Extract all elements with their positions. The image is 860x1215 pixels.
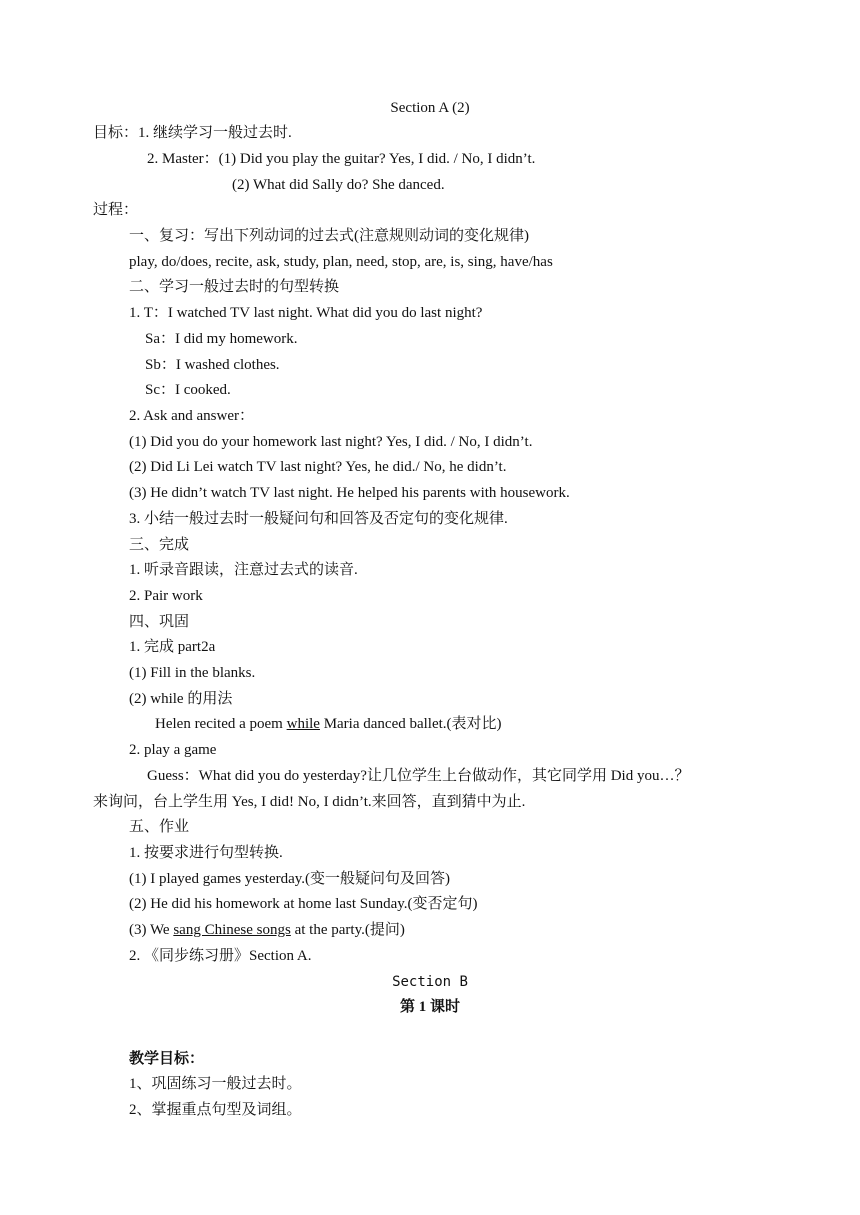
part4-sub-2: (2) while 的用法 xyxy=(129,691,233,707)
part4-item-2: 2. play a game xyxy=(129,742,217,758)
part2-title: 二、学习一般过去时的句型转换 xyxy=(129,279,340,295)
dialogue-sc: Sc：I cooked. xyxy=(145,382,231,398)
part4-item-1: 1. 完成 part2a xyxy=(129,639,216,655)
part2-item-2: 2. Ask and answer： xyxy=(129,408,254,424)
part3-item-2: 2. Pair work xyxy=(129,588,203,604)
teaching-goals-label: 教学目标： xyxy=(129,1051,205,1067)
part4-title: 四、巩固 xyxy=(129,614,190,630)
section-a-title: Section A (2) xyxy=(390,100,470,116)
homework-3-underlined: sang Chinese songs xyxy=(173,922,291,938)
goal-2b: (2) What did Sally do? She danced. xyxy=(232,177,445,193)
goal-label: 目标： xyxy=(93,125,139,141)
part2-item-1: 1. T：I watched TV last night. What did you do last night? xyxy=(129,305,483,321)
part1-title: 一、复习：写出下列动词的过去式(注意规则动词的变化规律) xyxy=(129,228,529,244)
example-text-post: Maria danced ballet.(表对比) xyxy=(319,716,502,732)
goal-1: 1. 继续学习一般过去时. xyxy=(138,125,292,141)
section-b-title: Section B xyxy=(392,974,468,990)
teaching-goal-2: 2、掌握重点句型及词组。 xyxy=(129,1102,302,1118)
homework-3-pre: (3) We xyxy=(129,922,174,938)
homework-3-post: at the party.(提问) xyxy=(290,922,405,938)
process-label: 过程： xyxy=(93,202,139,218)
dialogue-sa: Sa：I did my homework. xyxy=(145,331,298,347)
part5-item-1: 1. 按要求进行句型转换. xyxy=(129,845,283,861)
part4-sub-1: (1) Fill in the blanks. xyxy=(129,665,256,681)
part3-title: 三、完成 xyxy=(129,537,190,553)
example-text-pre: Helen recited a poem xyxy=(155,716,287,732)
part3-item-1: 1. 听录音跟读，注意过去式的读音. xyxy=(129,562,358,578)
qa-3: (3) He didn’t watch TV last night. He helped his parents with housework. xyxy=(129,485,570,501)
example-underlined-word: while xyxy=(286,716,320,732)
guess-line-1: Guess：What did you do yesterday?让几位学生上台做动作，其它同学用 Did you…？ xyxy=(147,768,690,784)
teaching-goal-1: 1、巩固练习一般过去时。 xyxy=(129,1076,302,1092)
while-example xyxy=(155,714,502,734)
part2-item-3: 3. 小结一般过去时一般疑问句和回答及否定句的变化规律. xyxy=(129,511,508,527)
goal-2: 2. Master：(1) Did you play the guitar? Yes, I did. / No, I didn’t. xyxy=(147,151,536,167)
dialogue-sb: Sb：I washed clothes. xyxy=(145,357,280,373)
part1-words: play, do/does, recite, ask, study, plan, need, stop, are, is, sing, have/has xyxy=(129,254,553,270)
homework-1: (1) I played games yesterday.(变一般疑问句及回答) xyxy=(129,871,451,887)
qa-2: (2) Did Li Lei watch TV last night? Yes, he did./ No, he didn’t. xyxy=(129,459,507,475)
qa-1: (1) Did you do your homework last night? Yes, I did. / No, I didn’t. xyxy=(129,434,533,450)
part5-item-2: 2. 《同步练习册》Section A. xyxy=(129,948,312,964)
homework-3 xyxy=(129,920,405,940)
homework-2: (2) He did his homework at home last Sunday.(变否定句) xyxy=(129,896,478,912)
guess-line-2: 来询问，台上学生用 Yes, I did! No, I didn’t.来回答，直到猜中为止. xyxy=(93,794,526,810)
goal-line-1 xyxy=(93,123,292,143)
section-b-subtitle: 第 1 课时 xyxy=(399,999,460,1015)
part5-title: 五、作业 xyxy=(129,819,190,835)
